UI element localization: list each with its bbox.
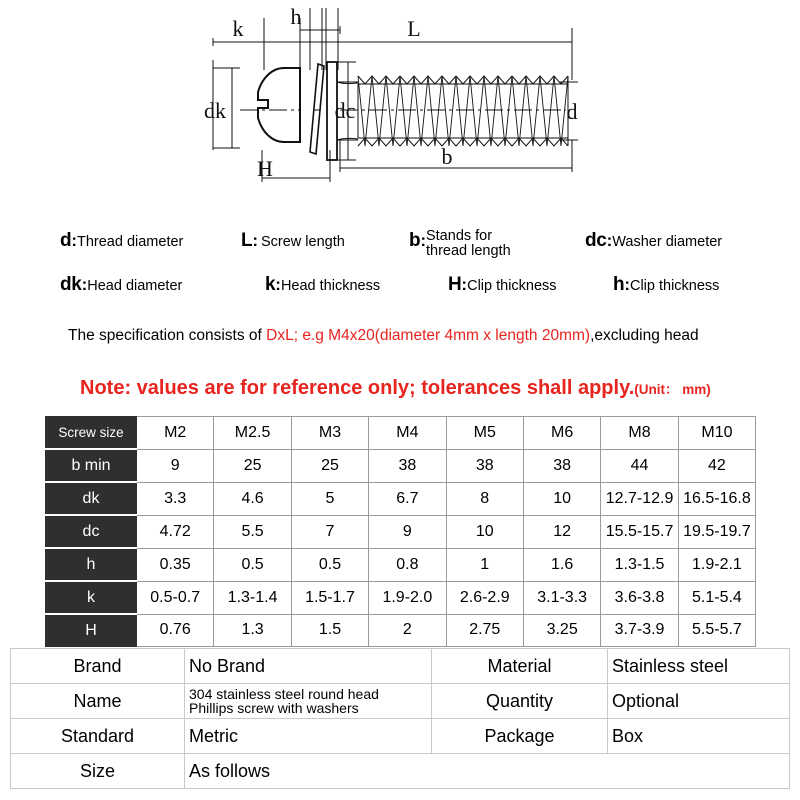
info-value-size: As follows — [185, 754, 790, 789]
info-value-package: Box — [608, 719, 790, 754]
spec-cell: 0.5 — [291, 548, 368, 581]
spec-cell: 10 — [446, 515, 523, 548]
spec-highlight: DxL; e.g M4x20(diameter 4mm x length 20mm) — [266, 327, 591, 344]
spec-cell: 5.5-5.7 — [678, 614, 755, 647]
product-info-table — [10, 648, 790, 789]
spec-cell: 2.6-2.9 — [446, 581, 523, 614]
spec-cell: 9 — [137, 449, 214, 482]
legend-description: Washer diameter — [612, 234, 723, 250]
dim-label-dk: dk — [204, 98, 226, 123]
info-label-standard: Standard — [11, 719, 185, 754]
spec-cell: 44 — [601, 449, 678, 482]
legend-row-2 — [60, 266, 760, 308]
spec-prefix: The specification consists of — [68, 327, 267, 344]
spec-cell: 1.3-1.4 — [214, 581, 291, 614]
spec-header-m2: M2 — [137, 417, 214, 450]
spec-cell: 1.5 — [291, 614, 368, 647]
spec-cell: 25 — [214, 449, 291, 482]
legend-description: Clip thickness — [629, 278, 720, 294]
spec-row-label-H: H — [46, 614, 137, 647]
legend-symbol: b — [409, 230, 421, 251]
dim-label-h: h — [290, 4, 302, 29]
spec-cell: 19.5-19.7 — [678, 515, 755, 548]
spec-cell: 4.72 — [137, 515, 214, 548]
spec-cell: 3.3 — [137, 482, 214, 515]
info-value-name — [185, 684, 432, 719]
legend-separator: : — [420, 231, 426, 250]
spec-suffix: ,excluding head — [590, 327, 699, 344]
spec-cell: 3.1-3.3 — [523, 581, 600, 614]
spec-row-label-h: h — [46, 548, 137, 581]
info-label-quantity: Quantity — [432, 684, 608, 719]
legend-description: Thread diameter — [76, 234, 184, 250]
reference-note — [80, 377, 711, 400]
info-label-size: Size — [11, 754, 185, 789]
legend-separator: : — [275, 275, 281, 294]
spec-cell: 5.5 — [214, 515, 291, 548]
legend-symbol: L — [241, 230, 253, 251]
spec-cell: 4.6 — [214, 482, 291, 515]
legend-symbol: k — [265, 274, 276, 295]
spec-cell: 3.7-3.9 — [601, 614, 678, 647]
spec-cell: 15.5-15.7 — [601, 515, 678, 548]
spec-row-label-dk: dk — [46, 482, 137, 515]
spec-cell: 2 — [369, 614, 446, 647]
legend-symbol: dc — [585, 230, 607, 251]
legend-description: Clip thickness — [467, 278, 557, 294]
legend-description — [426, 229, 511, 259]
spec-row-label-k: k — [46, 581, 137, 614]
legend-symbol: d — [60, 230, 72, 251]
table-row — [46, 482, 756, 515]
table-row — [46, 515, 756, 548]
legend-description: Head thickness — [280, 278, 381, 294]
dim-label-dc: dc — [334, 98, 356, 123]
legend-separator: : — [606, 231, 613, 250]
info-label-package: Package — [432, 719, 608, 754]
spec-header-m10: M10 — [678, 417, 755, 450]
spec-cell: 9 — [369, 515, 446, 548]
legend-separator: : — [252, 231, 258, 250]
legend-item-H — [448, 274, 557, 296]
spec-cell: 0.5 — [214, 548, 291, 581]
spec-cell: 42 — [678, 449, 755, 482]
spec-cell: 16.5-16.8 — [678, 482, 755, 515]
legend-item-k — [265, 274, 380, 296]
legend-item-dk — [60, 274, 182, 296]
spec-header-m2-5: M2.5 — [214, 417, 291, 450]
legend-description: Head diameter — [87, 278, 183, 294]
spec-cell: 0.8 — [369, 548, 446, 581]
info-value-standard: Metric — [185, 719, 432, 754]
spec-table-body — [46, 417, 756, 647]
legend-description: Screw length — [260, 234, 345, 250]
note-unit: (Unit： mm) — [634, 382, 711, 397]
table-row — [46, 449, 756, 482]
legend-item-h — [613, 274, 719, 296]
spec-cell: 12.7-12.9 — [601, 482, 678, 515]
dim-label-k: k — [232, 16, 244, 41]
spec-header-m6: M6 — [523, 417, 600, 450]
legend-symbol: dk — [60, 274, 82, 295]
spec-cell: 0.35 — [137, 548, 214, 581]
legend-separator: : — [71, 231, 77, 250]
legend-description-line1: Stands for — [425, 228, 493, 244]
table-row — [46, 614, 756, 647]
table-row — [11, 684, 790, 719]
spec-cell: 3.6-3.8 — [601, 581, 678, 614]
spec-cell: 1.3 — [214, 614, 291, 647]
info-label-material: Material — [432, 649, 608, 684]
spec-row-label-dc: dc — [46, 515, 137, 548]
info-value-brand: No Brand — [185, 649, 432, 684]
spec-cell: 5.1-5.4 — [678, 581, 755, 614]
spec-cell: 12 — [523, 515, 600, 548]
info-value-quantity: Optional — [608, 684, 790, 719]
spec-header-m5: M5 — [446, 417, 523, 450]
dim-label-b: b — [441, 144, 453, 169]
spec-header-screw-size: Screw size — [46, 417, 137, 450]
spec-cell: 0.76 — [137, 614, 214, 647]
info-value-material: Stainless steel — [608, 649, 790, 684]
specification-sentence — [68, 327, 699, 345]
spec-cell: 1.9-2.0 — [369, 581, 446, 614]
legend-item-L — [241, 230, 345, 252]
table-row — [11, 754, 790, 789]
spec-cell: 1.5-1.7 — [291, 581, 368, 614]
info-table-body — [11, 649, 790, 789]
spec-cell: 25 — [291, 449, 368, 482]
spec-cell: 10 — [523, 482, 600, 515]
spec-cell: 1 — [446, 548, 523, 581]
legend-description-line2: thread length — [425, 242, 511, 259]
spec-cell: 1.6 — [523, 548, 600, 581]
screw-dimension-diagram — [0, 0, 800, 205]
table-row — [46, 548, 756, 581]
info-value-name-line1: 304 stainless steel round head — [189, 685, 379, 702]
spec-cell: 8 — [446, 482, 523, 515]
legend-row-1 — [60, 224, 760, 266]
dim-label-L: L — [407, 16, 421, 41]
spec-cell: 5 — [291, 482, 368, 515]
table-row — [46, 581, 756, 614]
spec-cell: 2.75 — [446, 614, 523, 647]
info-label-name: Name — [11, 684, 185, 719]
spec-cell: 1.9-2.1 — [678, 548, 755, 581]
spec-cell: 6.7 — [369, 482, 446, 515]
legend-separator: : — [461, 275, 468, 294]
table-row-header — [46, 417, 756, 450]
spec-cell: 7 — [291, 515, 368, 548]
spec-cell: 0.5-0.7 — [137, 581, 214, 614]
info-value-name-line2: Phillips screw with washers — [189, 700, 359, 716]
spec-header-m4: M4 — [369, 417, 446, 450]
legend-separator: : — [81, 275, 88, 294]
spec-cell: 38 — [369, 449, 446, 482]
spec-cell: 38 — [446, 449, 523, 482]
legend-symbol: H — [448, 274, 462, 295]
table-row — [11, 649, 790, 684]
dim-label-d: d — [566, 99, 578, 124]
spec-header-m8: M8 — [601, 417, 678, 450]
screw-size-specification-table — [45, 416, 756, 647]
spec-header-m3: M3 — [291, 417, 368, 450]
spec-cell: 3.25 — [523, 614, 600, 647]
legend-separator: : — [624, 275, 630, 294]
spec-cell: 38 — [523, 449, 600, 482]
table-row — [11, 719, 790, 754]
symbol-legend — [60, 224, 760, 308]
spec-row-label-b-min: b min — [46, 449, 137, 482]
spec-cell: 1.3-1.5 — [601, 548, 678, 581]
info-label-brand: Brand — [11, 649, 185, 684]
screw-diagram-svg — [0, 0, 800, 205]
legend-item-b — [409, 230, 511, 265]
dim-label-H: H — [257, 156, 273, 181]
legend-item-d — [60, 230, 183, 252]
note-text: Note: values are for reference only; tolerances shall apply. — [80, 377, 635, 399]
legend-symbol: h — [613, 274, 625, 295]
legend-item-dc — [585, 230, 722, 252]
